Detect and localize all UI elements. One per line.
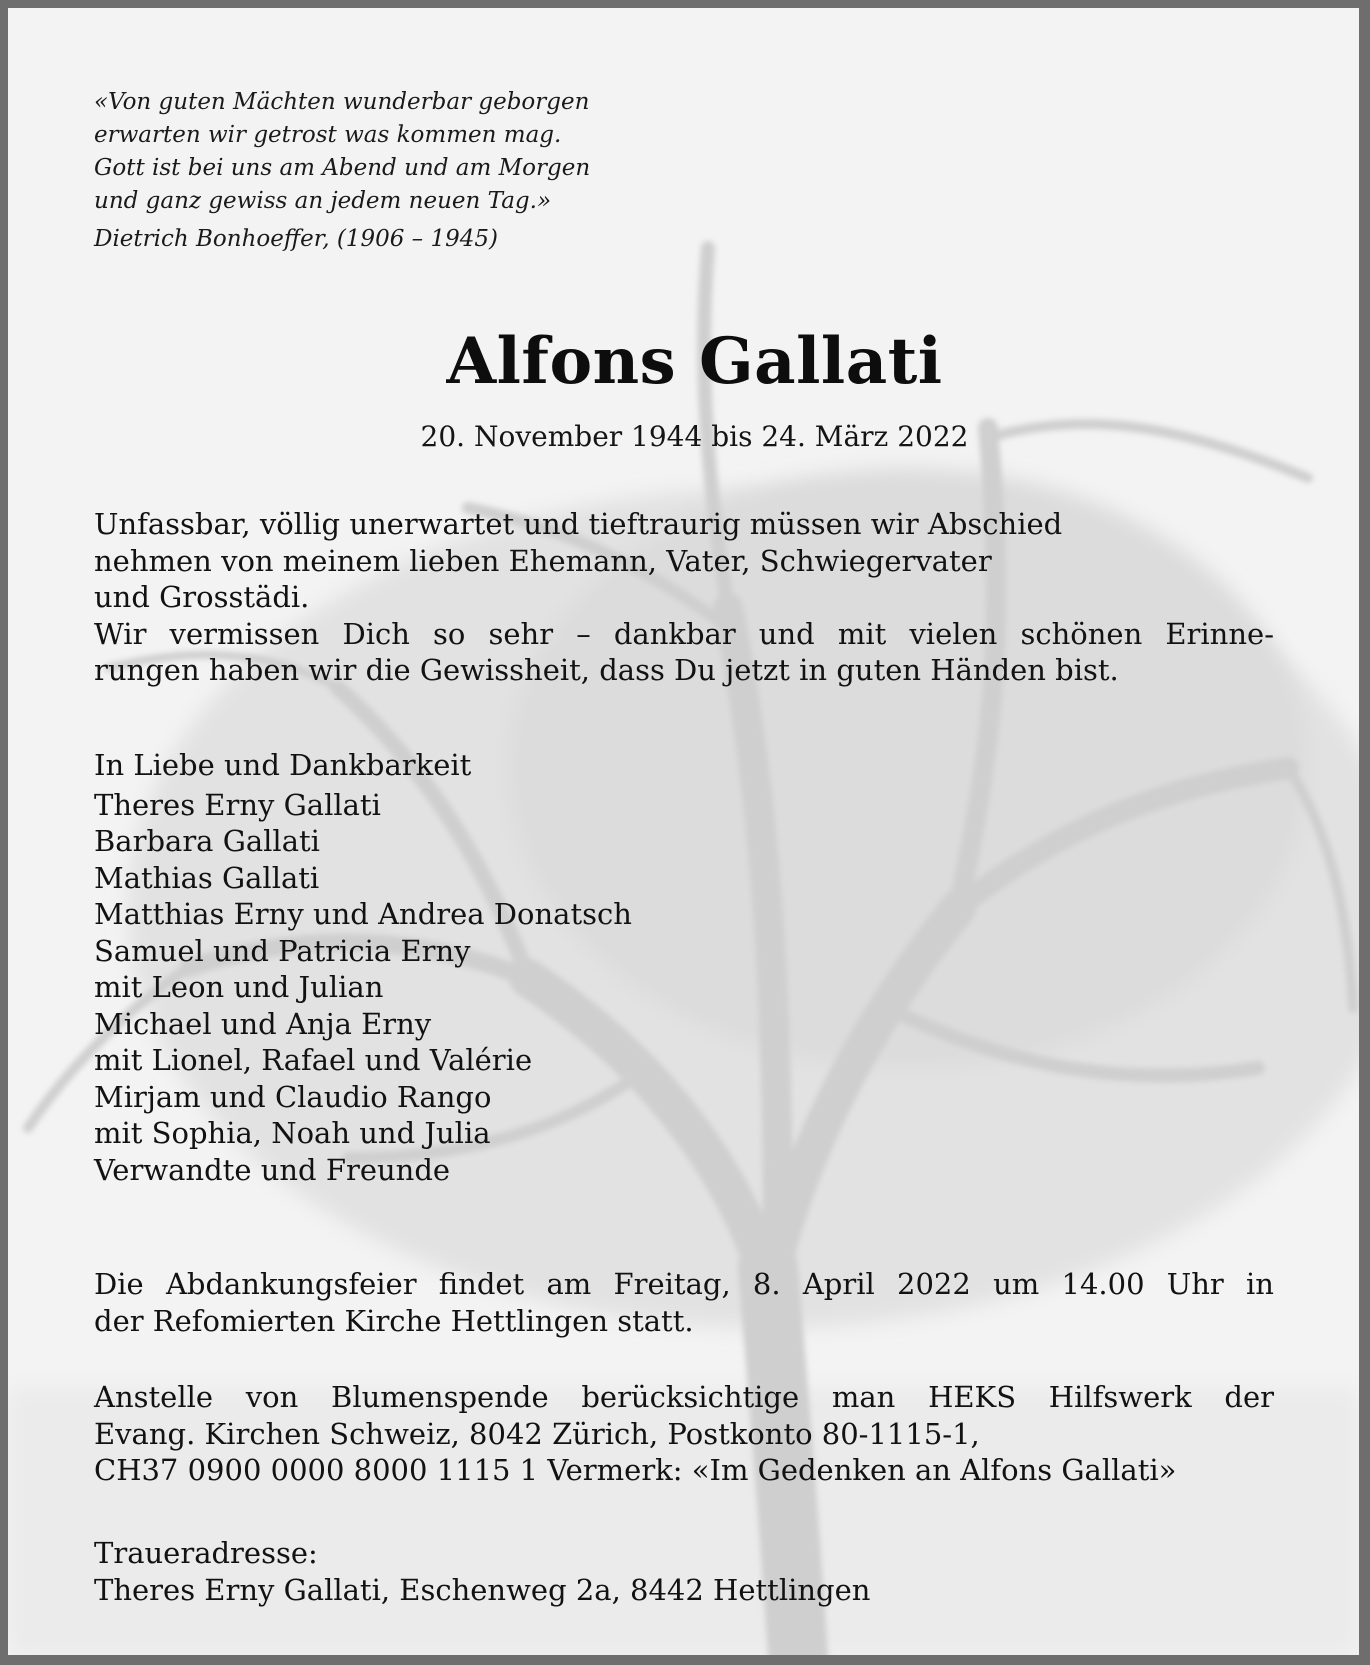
- farewell-message: [94, 506, 1274, 689]
- quote-line: Gott ist bei uns am Abend und am Morgen: [94, 155, 591, 181]
- ceremony-line: Die Abdankungsfeier findet am Freitag, 8. April 2022 um 14.00 Uhr in: [94, 1267, 1274, 1301]
- mourning-address: [94, 1535, 1274, 1608]
- mourner-name: Michael und Anja Erny: [94, 1006, 432, 1041]
- donation-notice: [94, 1379, 1274, 1489]
- mourner-name: Matthias Erny und Andrea Donatsch: [94, 897, 632, 931]
- message-line: Wir vermissen Dich so sehr – dankbar und mit vielen schönen Erinne-: [94, 616, 1274, 651]
- message-line: und Grosstädi.: [94, 580, 310, 614]
- mourner-name: Mirjam und Claudio Rango: [94, 1079, 492, 1114]
- mourner-name: Theres Erny Gallati: [94, 787, 381, 822]
- mourner-name: mit Lionel, Rafael und Valérie: [94, 1043, 533, 1077]
- quote-line: und ganz gewiss an jedem neuen Tag.»: [94, 188, 552, 214]
- ceremony-notice: [94, 1266, 1274, 1339]
- message-line: Unfassbar, völlig unerwartet und tieftraurig müssen wir Abschied: [94, 507, 1063, 541]
- mourner-name: Samuel und Patricia Erny: [94, 933, 471, 968]
- deceased-name: Alfons Gallati: [446, 324, 943, 399]
- mourners-list: [94, 747, 1274, 1188]
- mourner-name: Mathias Gallati: [94, 860, 320, 895]
- quote-line: erwarten wir getrost was kommen mag.: [94, 122, 562, 148]
- donation-line: Anstelle von Blumenspende berücksichtige man HEKS Hilfswerk der: [94, 1380, 1274, 1414]
- message-line: rungen haben wir die Gewissheit, dass Du jetzt in guten Händen bist.: [94, 653, 1119, 687]
- donation-line: Evang. Kirchen Schweiz, 8042 Zürich, Postkonto 80-1115-1,: [94, 1416, 980, 1451]
- address-value: Theres Erny Gallati, Eschenweg 2a, 8442 Hettlingen: [94, 1572, 871, 1607]
- mourner-name: mit Sophia, Noah und Julia: [94, 1116, 491, 1150]
- address-label: Traueradresse:: [94, 1536, 318, 1570]
- obituary-page: [8, 8, 1359, 1655]
- ceremony-line: der Refomierten Kirche Hettlingen statt.: [94, 1303, 694, 1338]
- quote-author: Dietrich Bonhoeffer, (1906 – 1945): [94, 226, 498, 252]
- mourner-name: Barbara Gallati: [94, 824, 320, 858]
- donation-line: CH37 0900 0000 8000 1115 1 Vermerk: «Im Gedenken an Alfons Gallati»: [94, 1453, 1177, 1487]
- life-dates: 20. November 1944 bis 24. März 2022: [420, 420, 969, 453]
- closing-phrase: In Liebe und Dankbarkeit: [94, 748, 472, 782]
- message-line: nehmen von meinem lieben Ehemann, Vater, Schwiegervater: [94, 543, 992, 578]
- mourner-name: Verwandte und Freunde: [94, 1152, 451, 1187]
- quote-line: «Von guten Mächten wunderbar geborgen: [94, 89, 590, 115]
- obituary-content: [8, 8, 1359, 1655]
- epigraph-quote: [94, 86, 590, 256]
- mourner-name: mit Leon und Julian: [94, 970, 384, 1004]
